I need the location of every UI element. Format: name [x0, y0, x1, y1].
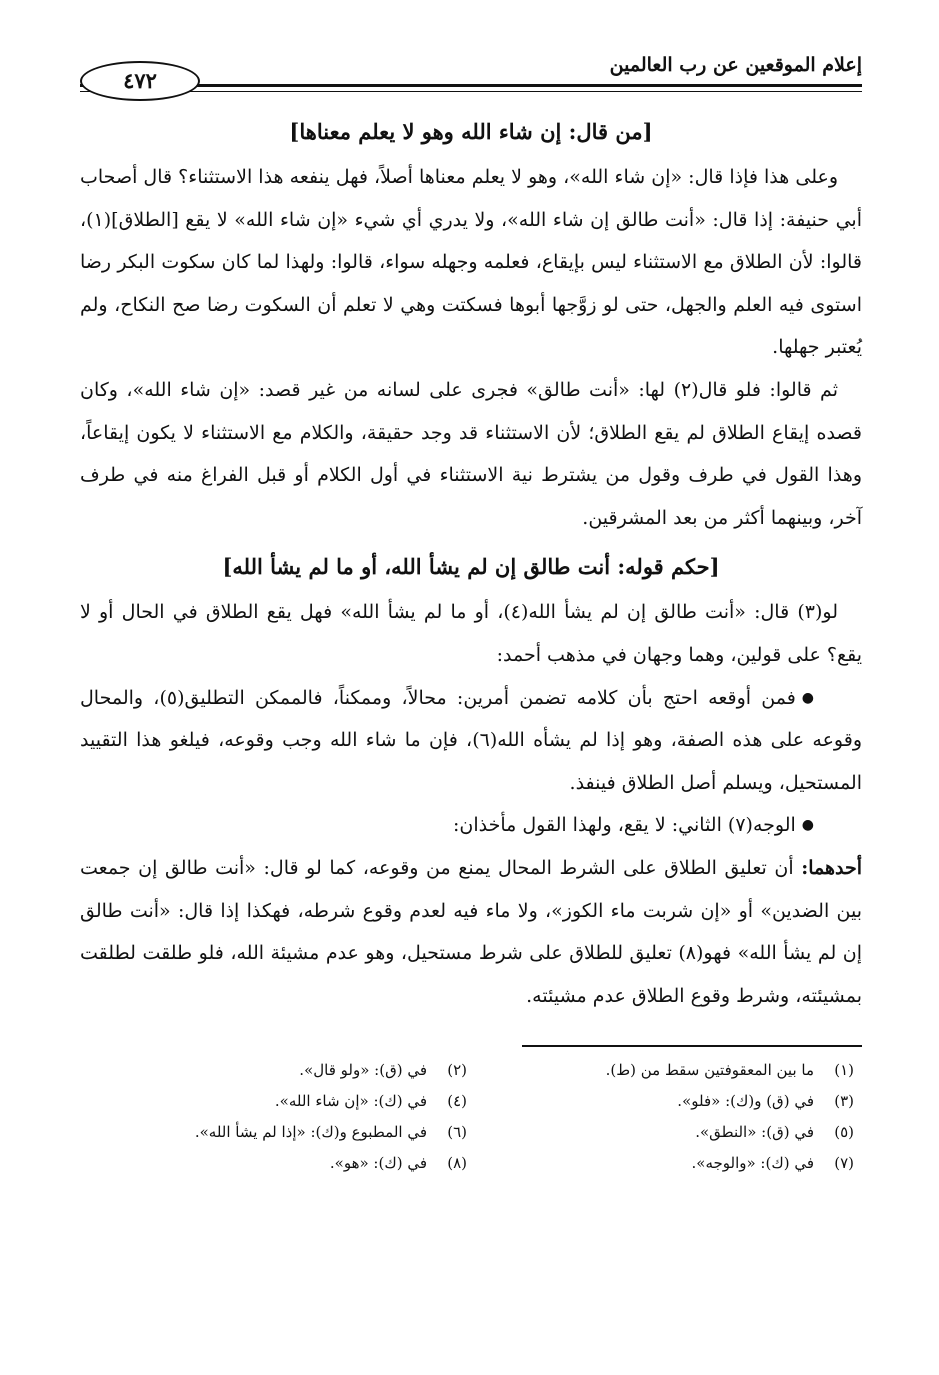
- section-heading-1: [من قال: إن شاء الله وهو لا يعلم معناها]: [289, 119, 653, 144]
- footnote-8: (٨)في (ك): «هو».: [329, 1154, 467, 1173]
- footnote-1: (١)ما بين المعقوفتين سقط من (ط).: [605, 1061, 854, 1080]
- bullet-icon: ●: [801, 689, 814, 706]
- paragraph: وعلى هذا فإذا قال: «إن شاء الله»، وهو لا يعلم معناها أصلاً، فهل ينفعه هذا الاستثناء؟ قال أصحاب أبي حنيفة: إذا قال: «أنت طالق إن شاء الله»، ولا يدري أي شيء «إن شاء الله» لا يقع [الطلاق](١)، قالوا: لأن الطلاق مع الاستثناء ليس بإيقاع، فعلمه وجهله سواء، قالوا: ولهذا لما كان سكوت البكر رضا استوى فيه العلم والجهل، حتى لو زوَّجها أبوها فسكتت وهي لا تعلم أن السكوت رضا صح النكاح، ولم يُعتبر جهلها.: [80, 166, 862, 359]
- footnote-4: (٤)في (ك): «إن شاء الله».: [274, 1092, 467, 1111]
- reason-paragraph: [80, 847, 862, 1017]
- page-number-badge: ٤٧٢: [80, 61, 200, 101]
- book-page: [80, 40, 862, 1340]
- reason-lead: أحدهما:: [801, 856, 863, 879]
- bullet-paragraph: [80, 804, 862, 847]
- bullet-text: الوجه(٧) الثاني: لا يقع، ولهذا القول مأخذان:: [452, 814, 796, 837]
- footnote-7: (٧)في (ك): «والوجه».: [691, 1154, 854, 1173]
- footnotes: [80, 1055, 862, 1179]
- bullet-text: فمن أوقعه احتج بأن كلامه تضمن أمرين: محالاً، وممكناً، فالممكن التطليق(٥)، والمحال وقوعه على هذه الصفة، وهو إذا لم يشأه الله(٦)، فإن ما شاء الله وجب وقوعه، فيلغو هذا التقييد المستحيل، ويسلم أصل الطلاق فينفذ.: [80, 686, 862, 794]
- paragraph: ثم قالوا: فلو قال(٢) لها: «أنت طالق» فجرى على لسانه من غير قصد: «إن شاء الله»، وكان قصده إيقاع الطلاق لم يقع الطلاق؛ لأن الاستثناء قد وجد حقيقة، والكلام مع الاستثناء لا يكون إيقاعاً، وهذا القول في طرف وقول من يشترط نية الاستثناء في أول الكلام أو قبل الفراغ منه في طرف آخر، وبينهما أكثر من بعد المشرقين.: [80, 378, 862, 529]
- header-rule-thin: [80, 91, 862, 92]
- running-title: إعلام الموقعين عن رب العالمين: [609, 54, 862, 76]
- footnote-2: (٢)في (ق): «ولو قال».: [299, 1061, 467, 1080]
- bullet-paragraph: [80, 677, 862, 805]
- footnote-3: (٣)في (ق) و(ك): «فلو».: [677, 1092, 854, 1111]
- footnote-5: (٥)في (ق): «النطق».: [695, 1123, 854, 1142]
- footnote-6: (٦)في المطبوع و(ك): «إذا لم يشأ الله».: [194, 1123, 467, 1142]
- bullet-icon: ●: [801, 817, 814, 834]
- main-text: [80, 110, 862, 1017]
- page-header: [80, 40, 862, 98]
- reason-text: أن تعليق الطلاق على الشرط المحال يمنع من وقوعه، كما لو قال: «أنت طالق إن جمعت بين الضدين» أو «إن شربت ماء الكوز»، ولا ماء فيه لعدم وقوع شرطه، فهكذا إذا قال: «أنت طالق إن لم يشأ الله» فهو(٨) تعليق للطلاق على شرط مستحيل، وهو عدم مشيئة الله، فلو طلقت لطلقت بمشيئته، وشرط وقوع الطلاق عدم مشيئته.: [80, 856, 862, 1007]
- paragraph: لو(٣) قال: «أنت طالق إن لم يشأ الله(٤)، أو ما لم يشأ الله» فهل يقع الطلاق في الحال أو لا يقع؟ على قولين، وهما وجهان في مذهب أحمد:: [80, 601, 862, 666]
- section-heading-2: [حكم قوله: أنت طالق إن لم يشأ الله، أو ما لم يشأ الله]: [222, 554, 720, 580]
- footnote-separator: [522, 1045, 862, 1047]
